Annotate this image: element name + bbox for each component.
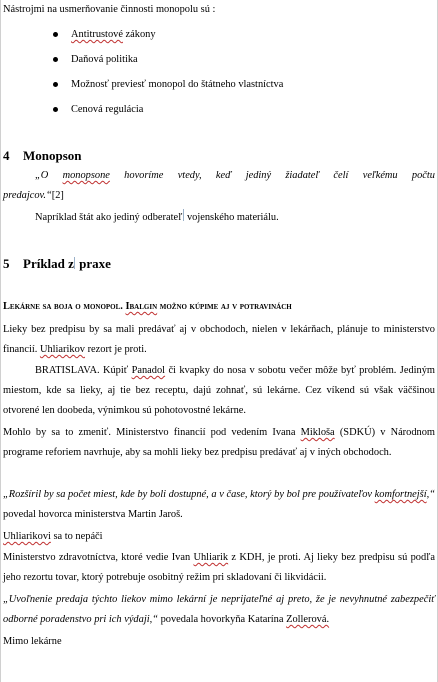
- spellcheck-word: Uhliarikov: [39, 344, 85, 355]
- article-paragraph-2: BRATISLAVA. Kúpiť Panadol či kvapky do nosa v sobotu večer môže byť problém. Jediným miestom, kde sa lieky, aj tie bez receptu, dajú zohnať, sú lekárne. Cez víkend sú však väčšinou otvorené len doobeda, výnimkou sú pohotovostné lekárne.: [3, 365, 435, 416]
- spellcheck-word: Antitrustové: [71, 29, 123, 40]
- section-number: 5: [3, 256, 10, 271]
- bullet-dot-icon: [53, 57, 58, 62]
- article-paragraph-4: „Rozšíril by sa počet miest, kde by boli dostupné, a v čase, ktorý by bol pre používateľov komfortnejší,“ povedal hovorca ministerstva Martin Jaroš.: [3, 489, 435, 520]
- monopson-quote-line2: predajcov.“[2]: [3, 190, 64, 201]
- article-paragraph-6: Ministerstvo zdravotníctva, ktoré vedie Ivan Uhliarik z KDH, je proti. Aj lieky bez predpisu sú podľa jeho rezortu tovar, ktorý potrebuje osobitný režim pri skladovaní či likvidácii.: [3, 552, 435, 583]
- article-paragraph-1: Lieky bez predpisu by sa mali predávať aj v obchodoch, nielen v lekárňach, plánuje to ministerstvo financií. Uhliarikov rezort je proti.: [3, 324, 435, 355]
- article-subheading-2: Mimo lekárne: [3, 636, 62, 647]
- spellcheck-word: Zollerová.: [286, 614, 330, 625]
- section-heading-priklad: 5 Príklad z praxe: [3, 254, 111, 274]
- bullet-dot-icon: [53, 82, 58, 87]
- monopson-example: Napríklad štát ako jediný odberateľ vojenského materiálu.: [3, 208, 435, 228]
- list-item: Cenová regulácia: [0, 97, 438, 122]
- spellcheck-word: komfortnejší: [374, 489, 427, 500]
- bullet-dot-icon: [53, 107, 58, 112]
- spellcheck-word: Uhliarikovi: [3, 531, 51, 542]
- monopson-quote-line1: „O monopsone hovoríme vtedy, keď jediný žiadateľ čelí veľkému počtu: [35, 170, 435, 181]
- section-number: 4: [3, 148, 10, 163]
- list-item: Daňová politika: [0, 47, 438, 72]
- spellcheck-word: Mikloša: [300, 427, 335, 438]
- citation-reference: [2]: [51, 190, 64, 201]
- spellcheck-word: monopsone: [62, 170, 110, 181]
- article-paragraph-3: Mohlo by sa to zmeniť. Ministerstvo financií pod vedením Ivana Mikloša (SDKÚ) v Národnom programe reforiem navrhuje, aby sa mohli lieky bez predpisu predávať aj v iných obchodoch.: [3, 427, 436, 458]
- article-paragraph-7: „Uvoľnenie predaja týchto liekov mimo lekární je neprijateľné aj preto, že je nevyhnutné zabezpečiť odborné poradenstvo pri ich výdaji,“ povedala hovorkyňa Katarína Zollerová.: [3, 594, 435, 625]
- article-subheading: Uhliarikovi sa to nepáči: [3, 531, 103, 542]
- spellcheck-word: Panadol: [131, 365, 166, 376]
- intro-paragraph: [3, 0, 435, 20]
- list-item: Možnosť previesť monopol do štátneho vlastníctva: [0, 72, 438, 97]
- list-item: Antitrustové zákony: [0, 22, 438, 47]
- section-heading-monopson: [3, 146, 82, 166]
- bullet-dot-icon: [53, 32, 58, 37]
- article-headline: Lekárne sa boja o monopol. Ibalgin možno kúpime aj v potravinách: [3, 301, 292, 312]
- spellcheck-word: Uhliarik: [193, 552, 229, 563]
- spellcheck-word: Ibalgin: [125, 301, 158, 312]
- section-title: Monopson: [23, 148, 82, 163]
- bullet-list: [0, 22, 438, 122]
- intro-text: Nástrojmi na usmerňovanie činnosti monopolu sú :: [3, 4, 216, 15]
